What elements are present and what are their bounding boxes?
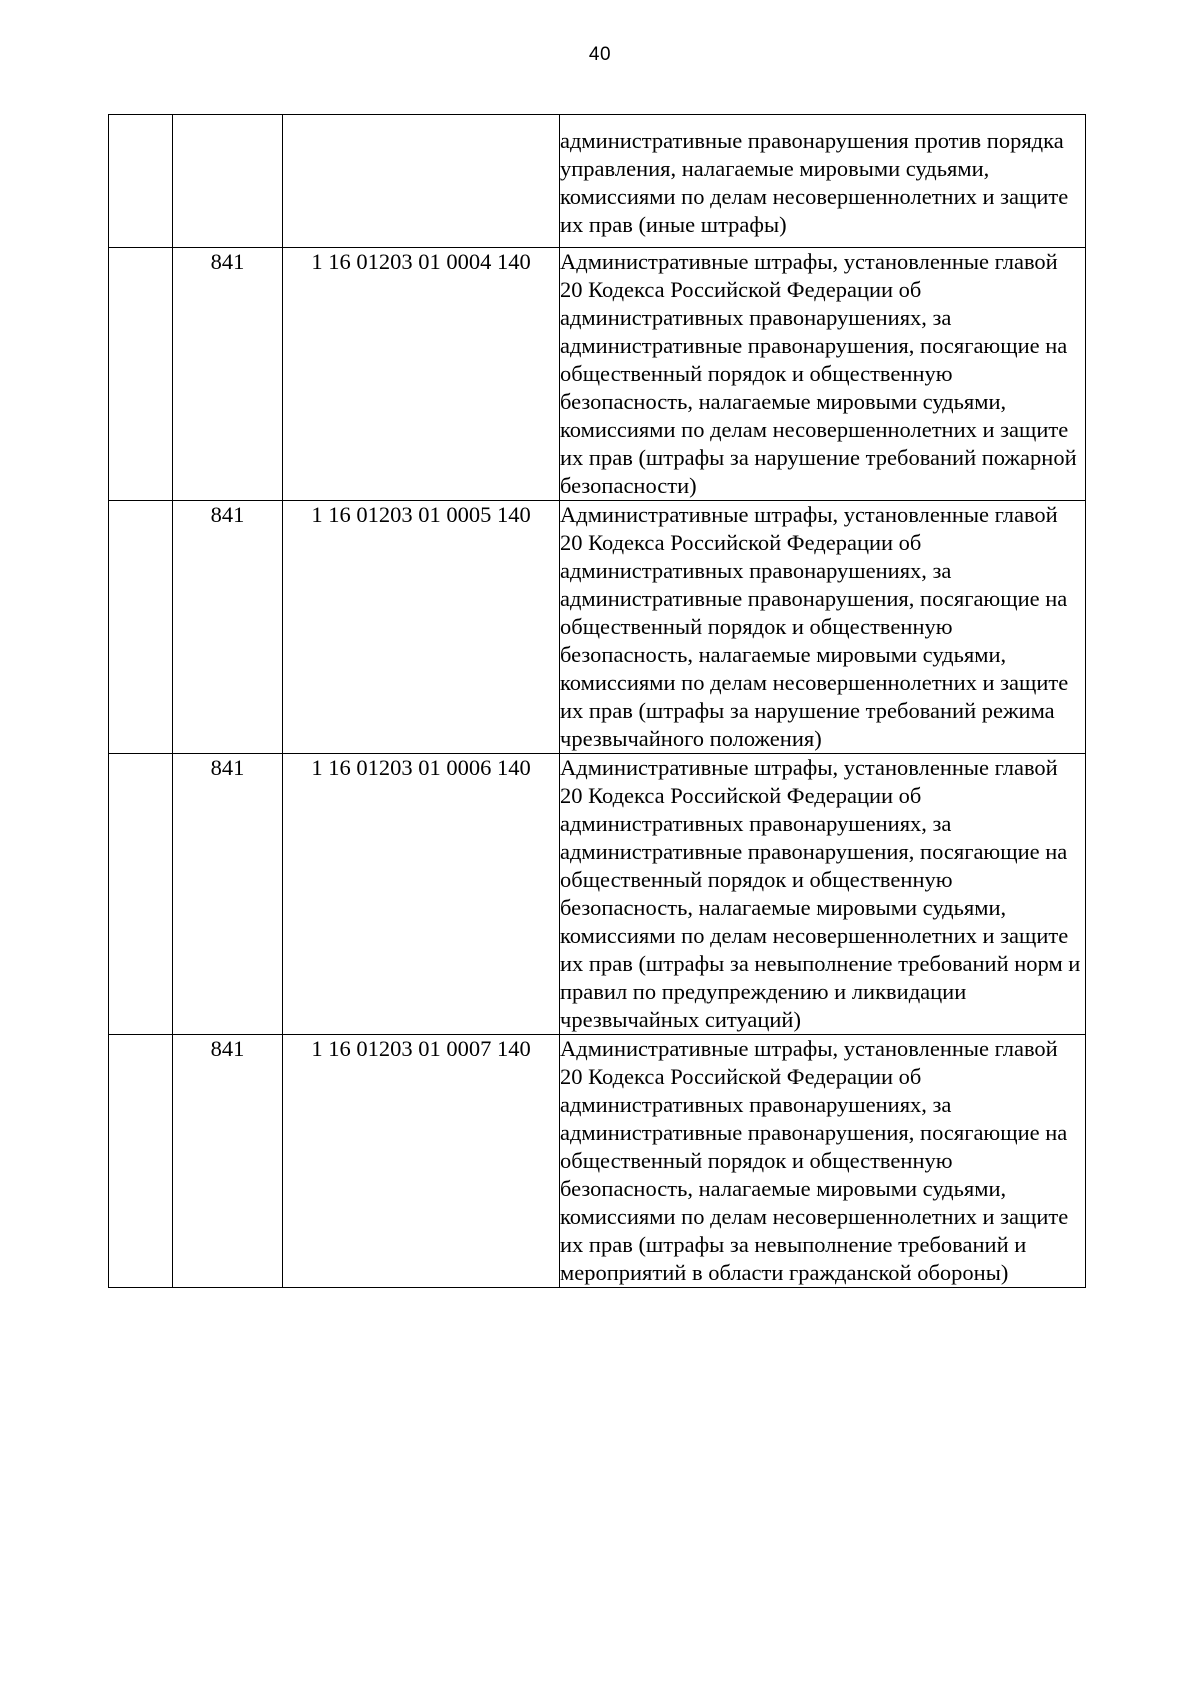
row-number-cell — [109, 501, 173, 754]
kbk-code-cell: 1 16 01203 01 0006 140 — [283, 754, 560, 1035]
admin-code-cell: 841 — [173, 501, 283, 754]
row-number-cell — [109, 248, 173, 501]
table-row — [109, 754, 1086, 1035]
name-cell: Административные штрафы, установленные главой 20 Кодекса Российской Федерации об административных правонарушениях, за административные правонарушения, посягающие на общественный порядок и общественную безопасность, налагаемые мировыми судьями, комиссиями по делам несовершеннолетних и защите их прав (штрафы за нарушение требований режима чрезвычайного положения) — [560, 501, 1086, 754]
row-number-cell — [109, 1035, 173, 1288]
kbk-code-cell — [283, 115, 560, 248]
name-cell: Административные штрафы, установленные главой 20 Кодекса Российской Федерации об административных правонарушениях, за административные правонарушения, посягающие на общественный порядок и общественную безопасность, налагаемые мировыми судьями, комиссиями по делам несовершеннолетних и защите их прав (штрафы за невыполнение требований норм и правил по предупреждению и ликвидации чрезвычайных ситуаций) — [560, 754, 1086, 1035]
table-row — [109, 1035, 1086, 1288]
page-number: 40 — [588, 44, 612, 65]
kbk-code-cell: 1 16 01203 01 0005 140 — [283, 501, 560, 754]
name-cell: Административные штрафы, установленные главой 20 Кодекса Российской Федерации об административных правонарушениях, за административные правонарушения, посягающие на общественный порядок и общественную безопасность, налагаемые мировыми судьями, комиссиями по делам несовершеннолетних и защите их прав (штрафы за невыполнение требований и мероприятий в области гражданской обороны) — [560, 1035, 1086, 1288]
table-row — [109, 115, 1086, 248]
admin-code-cell: 841 — [173, 248, 283, 501]
kbk-code-cell: 1 16 01203 01 0007 140 — [283, 1035, 560, 1288]
budget-codes-table — [108, 114, 1086, 1288]
admin-code-cell: 841 — [173, 754, 283, 1035]
kbk-code-cell: 1 16 01203 01 0004 140 — [283, 248, 560, 501]
name-cell: административные правонарушения против порядка управления, налагаемые мировыми судьями, комиссиями по делам несовершеннолетних и защите их прав (иные штрафы) — [560, 115, 1086, 248]
row-number-cell — [109, 754, 173, 1035]
name-cell: Административные штрафы, установленные главой 20 Кодекса Российской Федерации об административных правонарушениях, за административные правонарушения, посягающие на общественный порядок и общественную безопасность, налагаемые мировыми судьями, комиссиями по делам несовершеннолетних и защите их прав (штрафы за нарушение требований пожарной безопасности) — [560, 248, 1086, 501]
admin-code-cell — [173, 115, 283, 248]
table-row — [109, 501, 1086, 754]
admin-code-cell: 841 — [173, 1035, 283, 1288]
table-row — [109, 248, 1086, 501]
row-number-cell — [109, 115, 173, 248]
